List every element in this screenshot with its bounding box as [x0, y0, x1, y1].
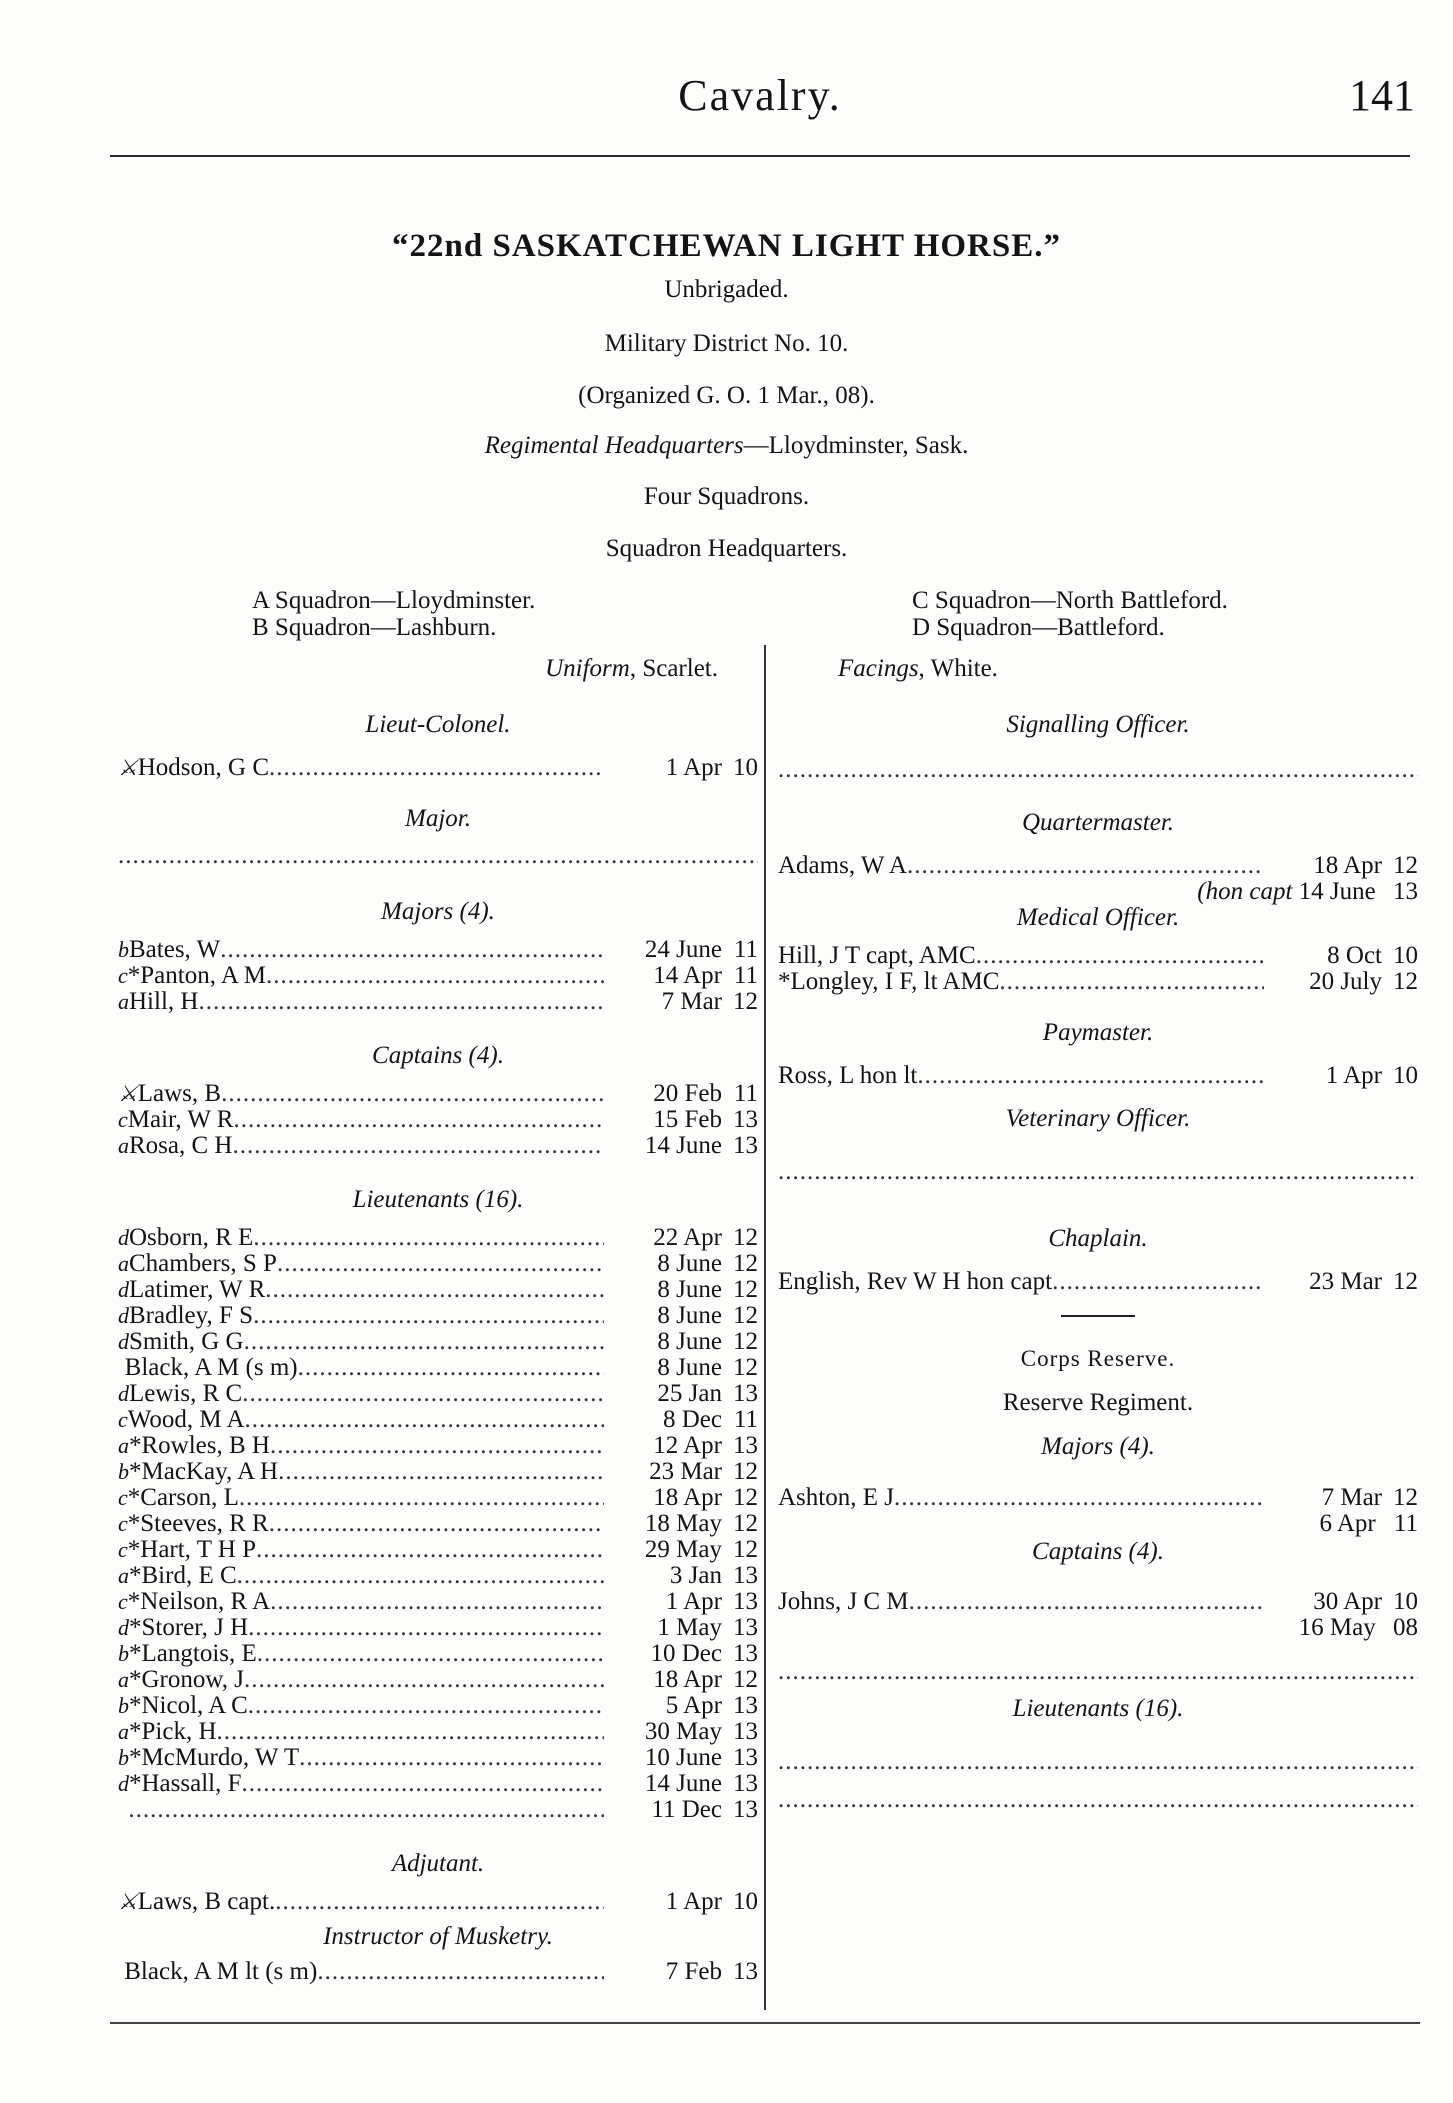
captains-list	[118, 1081, 758, 1159]
uniform-line	[118, 655, 758, 703]
officer-date: 1 Apr	[665, 754, 722, 781]
squadron-list-left	[252, 587, 535, 641]
facings-label: Facings	[838, 655, 919, 682]
officer-name: *Neilson, R A	[127, 1588, 271, 1615]
majors-list	[118, 937, 758, 1015]
rank-heading-reserve-lieutenants: Lieutenants (16).	[1012, 1695, 1184, 1722]
officer-date: 5 Apr	[665, 1692, 722, 1719]
seniority-mark: ⚔	[118, 1889, 138, 1914]
officer-year: 10	[1393, 942, 1418, 969]
officer-date: 12 Apr	[653, 1432, 722, 1459]
officer-name: *Steeves, R R	[127, 1510, 269, 1537]
officer-date: 1 Apr	[665, 1588, 722, 1615]
officer-entry	[118, 1081, 758, 1107]
officer-name: Adams, W A	[778, 852, 907, 879]
officer-name: *Carson, L	[127, 1484, 239, 1511]
officer-entry	[118, 1771, 758, 1797]
uniform-value: , Scarlet.	[629, 655, 718, 682]
sub-year: 08	[1393, 1614, 1418, 1641]
corps-reserve-heading: Corps Reserve.	[1020, 1346, 1176, 1371]
officer-name: *MacKay, A H	[129, 1458, 279, 1485]
squadron-d: D Squadron—Battleford.	[912, 614, 1165, 641]
officer-date: 20 Feb	[653, 1080, 722, 1107]
officer-sub-date	[778, 1511, 1418, 1537]
officer-name: *Longley, I F, lt AMC	[778, 968, 1000, 995]
officer-date: 1 Apr	[1325, 1062, 1382, 1089]
officer-year: 13	[733, 1770, 758, 1797]
vacant-line	[778, 1747, 1418, 1777]
brigade-line: Unbrigaded.	[664, 276, 789, 303]
rank-heading-captains: Captains (4).	[372, 1042, 504, 1069]
officer-date: 8 June	[657, 1302, 722, 1329]
rank-heading-medical: Medical Officer.	[1016, 904, 1180, 931]
officer-year: 11	[733, 936, 758, 963]
seniority-mark: c	[118, 1511, 128, 1536]
column-divider	[764, 645, 766, 2010]
seniority-mark: a	[118, 1433, 129, 1458]
officer-date: 20 July	[1309, 968, 1382, 995]
officer-date: 24 June	[644, 936, 722, 963]
officer-date: 30 May	[644, 1718, 722, 1745]
officer-date: 14 June	[644, 1132, 722, 1159]
officer-name: Ross, L hon lt	[778, 1062, 918, 1089]
officer-name: *Panton, A M	[127, 962, 266, 989]
officer-date: 11 Dec	[651, 1796, 722, 1823]
officer-name: Bates, W	[129, 936, 221, 963]
officer-year: 12	[733, 988, 758, 1015]
officer-year: 13	[733, 1432, 758, 1459]
seniority-mark: b	[118, 1745, 129, 1770]
officer-entry	[118, 1667, 758, 1693]
officer-date: 23 Mar	[1309, 1268, 1382, 1295]
officer-name: *Langtois, E	[129, 1640, 257, 1667]
officer-entry	[118, 1303, 758, 1329]
officer-entry	[118, 1959, 758, 1985]
officer-name: Wood, M A	[127, 1406, 245, 1433]
officer-year: 10	[1393, 1062, 1418, 1089]
right-column	[778, 655, 1418, 1815]
section-title: Cavalry.	[678, 71, 842, 120]
officer-entry	[118, 1329, 758, 1355]
seniority-mark: d	[118, 1771, 129, 1796]
officer-name: Laws, B capt.	[137, 1888, 276, 1915]
officer-entry	[118, 755, 758, 781]
crossed-swords-icon: ⚔	[118, 755, 138, 780]
officer-date: 18 Apr	[653, 1666, 722, 1693]
officer-entry	[778, 1589, 1418, 1615]
officer-date: 14 June	[644, 1770, 722, 1797]
section-divider	[1061, 1315, 1135, 1317]
hq-label: Regimental Headquarters	[484, 432, 744, 459]
officer-entry	[118, 1719, 758, 1745]
officer-year: 12	[1393, 1484, 1418, 1511]
organized-line: (Organized G. O. 1 Mar., 08).	[578, 382, 875, 409]
officer-year: 12	[733, 1328, 758, 1355]
officer-year: 13	[733, 1614, 758, 1641]
rank-heading-lieutenants: Lieutenants (16).	[352, 1186, 524, 1213]
officer-date: 25 Jan	[657, 1380, 722, 1407]
seniority-mark: d	[118, 1329, 129, 1354]
officer-date: 8 June	[657, 1354, 722, 1381]
rank-heading-signalling: Signalling Officer.	[1006, 711, 1190, 738]
medical-list	[778, 943, 1418, 995]
rank-heading-quartermaster: Quartermaster.	[1021, 809, 1175, 836]
officer-entry	[118, 1537, 758, 1563]
officer-date: 29 May	[644, 1536, 722, 1563]
officer-date: 3 Jan	[669, 1562, 722, 1589]
officer-name: *Hart, T H P	[127, 1536, 257, 1563]
page-number: 141	[1349, 71, 1415, 120]
officer-year: 13	[733, 1640, 758, 1667]
officer-name: Lewis, R C	[129, 1380, 243, 1407]
officer-name: Laws, B	[137, 1080, 222, 1107]
rank-heading-musketry: Instructor of Musketry.	[323, 1923, 553, 1950]
officer-entry	[118, 963, 758, 989]
officer-year: 12	[733, 1276, 758, 1303]
officer-entry	[118, 1381, 758, 1407]
officer-entry	[778, 1063, 1418, 1089]
rank-heading-chaplain: Chaplain.	[1048, 1225, 1148, 1252]
officer-year: 13	[733, 1958, 758, 1985]
officer-entry	[118, 937, 758, 963]
running-head	[0, 70, 1453, 130]
officer-name: Smith, G G	[129, 1328, 244, 1355]
officer-year: 10	[733, 1888, 758, 1915]
seniority-mark: a	[118, 1133, 129, 1158]
officer-name: *Gronow, J	[129, 1666, 245, 1693]
officer-entry	[778, 853, 1418, 879]
officer-date: 7 Feb	[665, 1958, 722, 1985]
squadron-hq-line: Squadron Headquarters.	[605, 535, 848, 562]
officer-entry	[118, 1889, 758, 1915]
headquarters-line	[0, 432, 1453, 460]
officer-year: 12	[733, 1302, 758, 1329]
quartermaster-list	[778, 853, 1418, 879]
officer-entry	[118, 1615, 758, 1641]
rank-heading-reserve-captains: Captains (4).	[1032, 1538, 1164, 1565]
officer-date: 10 June	[644, 1744, 722, 1771]
seniority-mark: b	[118, 937, 129, 962]
facings-line	[778, 655, 1418, 703]
district-line: Military District No. 10.	[604, 330, 849, 357]
officer-name: Black, A M (s m)	[124, 1354, 298, 1381]
sub-label: (hon capt	[1197, 878, 1293, 905]
officer-date: 15 Feb	[653, 1106, 722, 1133]
officer-entry	[118, 1225, 758, 1251]
sub-date: 16 May	[1298, 1614, 1376, 1641]
officer-year: 13	[733, 1744, 758, 1771]
officer-entry	[118, 1133, 758, 1159]
seniority-mark: b	[118, 1459, 129, 1484]
officer-date: 8 June	[657, 1276, 722, 1303]
squadron-c: C Squadron—North Battleford.	[912, 587, 1228, 614]
uniform-label: Uniform	[545, 655, 630, 682]
officer-name: *Nicol, A C	[129, 1692, 248, 1719]
officer-year: 13	[733, 1796, 758, 1823]
officer-name: Bradley, F S	[129, 1302, 254, 1329]
vacant-line	[778, 1657, 1418, 1687]
squadron-a: A Squadron—Lloydminster.	[252, 587, 536, 614]
seniority-mark: d	[118, 1381, 129, 1406]
officer-date: 8 Dec	[663, 1406, 722, 1433]
reserve-majors-list	[778, 1485, 1418, 1511]
officer-name: *Pick, H	[129, 1718, 217, 1745]
officer-name: *Bird, E C	[129, 1562, 237, 1589]
sub-date: 14 June	[1298, 878, 1376, 905]
officer-entry	[118, 1797, 758, 1823]
officer-year: 13	[733, 1106, 758, 1133]
rank-heading-veterinary: Veterinary Officer.	[1005, 1105, 1191, 1132]
officer-name: Ashton, E J	[778, 1484, 894, 1511]
paymaster-list	[778, 1063, 1418, 1089]
officer-entry	[118, 1745, 758, 1771]
officer-name: *Hassall, F	[129, 1770, 242, 1797]
seniority-mark: c	[118, 1407, 128, 1432]
officer-date: 1 May	[657, 1614, 722, 1641]
rank-heading-adjutant: Adjutant.	[391, 1850, 485, 1877]
officer-entry	[118, 1107, 758, 1133]
seniority-mark: b	[118, 1641, 129, 1666]
officer-entry	[778, 1485, 1418, 1511]
officer-entry	[118, 989, 758, 1015]
officer-name: Osborn, R E	[129, 1224, 254, 1251]
officer-year: 12	[733, 1536, 758, 1563]
seniority-mark: c	[118, 1107, 128, 1132]
seniority-mark: a	[118, 1563, 129, 1588]
officer-date: 18 Apr	[653, 1484, 722, 1511]
seniority-mark: d	[118, 1303, 129, 1328]
officer-year: 13	[733, 1718, 758, 1745]
squadrons-line: Four Squadrons.	[643, 483, 810, 510]
officer-date: 18 Apr	[1313, 852, 1382, 879]
officer-name: Hill, H	[129, 988, 199, 1015]
officer-entry	[778, 1269, 1418, 1295]
seniority-mark: b	[118, 1693, 129, 1718]
sub-year: 13	[1393, 878, 1418, 905]
officer-year: 12	[733, 1224, 758, 1251]
officer-year: 13	[733, 1692, 758, 1719]
seniority-mark: a	[118, 989, 129, 1014]
officer-entry	[118, 1641, 758, 1667]
hq-value: —Lloydminster, Sask.	[743, 432, 969, 459]
officer-name: *Rowles, B H	[129, 1432, 270, 1459]
seniority-mark: d	[118, 1615, 129, 1640]
officer-name: Hill, J T capt, AMC	[778, 942, 976, 969]
lieutenants-list	[118, 1225, 758, 1823]
officer-name: *McMurdo, W T	[129, 1744, 300, 1771]
officer-name: Johns, J C M	[778, 1588, 909, 1615]
chaplain-list	[778, 1269, 1418, 1295]
rank-heading-paymaster: Paymaster.	[1042, 1019, 1154, 1046]
officer-year: 13	[733, 1588, 758, 1615]
officer-year: 10	[1393, 1588, 1418, 1615]
officer-date: 22 Apr	[653, 1224, 722, 1251]
officer-year: 13	[733, 1380, 758, 1407]
officer-year: 13	[733, 1132, 758, 1159]
reserve-captains-list	[778, 1589, 1418, 1615]
officer-name: Rosa, C H	[129, 1132, 233, 1159]
rank-heading-reserve-majors: Majors (4).	[1041, 1433, 1155, 1460]
rank-heading-majors: Majors (4).	[381, 898, 495, 925]
officer-year: 12	[1393, 1268, 1418, 1295]
officer-year: 12	[733, 1484, 758, 1511]
officer-name: Black, A M lt (s m)	[124, 1958, 318, 1985]
squadron-b: B Squadron—Lashburn.	[252, 614, 497, 641]
officer-date: 8 June	[657, 1328, 722, 1355]
squadron-list-right	[912, 587, 1228, 641]
officer-entry	[118, 1589, 758, 1615]
officer-name: *Storer, J H	[129, 1614, 249, 1641]
officer-name: English, Rev W H hon capt	[778, 1268, 1053, 1295]
officer-entry	[118, 1459, 758, 1485]
seniority-mark: c	[118, 1485, 128, 1510]
officer-date: 23 Mar	[649, 1458, 722, 1485]
rank-heading-lieut-colonel: Lieut-Colonel.	[365, 711, 511, 738]
officer-date: 14 Apr	[653, 962, 722, 989]
officer-entry	[118, 1433, 758, 1459]
officer-entry	[118, 1277, 758, 1303]
officer-year: 11	[733, 962, 758, 989]
seniority-mark: a	[118, 1667, 129, 1692]
rank-heading-major: Major.	[405, 805, 471, 832]
seniority-mark: d	[118, 1225, 129, 1250]
officer-date: 1 Apr	[665, 1888, 722, 1915]
officer-name: Mair, W R	[127, 1106, 234, 1133]
sub-date: 6 Apr	[1319, 1510, 1376, 1537]
seniority-mark: a	[118, 1251, 129, 1276]
officer-date: 10 Dec	[650, 1640, 722, 1667]
officer-entry	[118, 1485, 758, 1511]
officer-date: 7 Mar	[1321, 1484, 1382, 1511]
officer-entry	[118, 1563, 758, 1589]
officer-year: 11	[733, 1406, 758, 1433]
officer-entry	[118, 1251, 758, 1277]
seniority-mark: c	[118, 963, 128, 988]
officer-sub-date	[778, 1615, 1418, 1641]
vacant-line	[118, 841, 758, 871]
seniority-mark: c	[118, 1537, 128, 1562]
officer-date: 7 Mar	[661, 988, 722, 1015]
officer-name: Chambers, S P	[129, 1250, 277, 1277]
left-column	[118, 655, 758, 1985]
officer-year: 13	[733, 1562, 758, 1589]
seniority-mark: c	[118, 1589, 128, 1614]
officer-sub-date	[778, 879, 1418, 905]
officer-entry	[118, 1355, 758, 1381]
facings-value: , White.	[918, 655, 998, 682]
officer-entry	[118, 1407, 758, 1433]
musketry-list	[118, 1959, 758, 1985]
officer-year: 12	[733, 1458, 758, 1485]
officer-entry	[118, 1693, 758, 1719]
officer-name: Hodson, G C	[137, 754, 269, 781]
officer-year: 12	[733, 1510, 758, 1537]
seniority-mark: ⚔	[118, 1081, 138, 1106]
officer-year: 12	[733, 1250, 758, 1277]
officer-entry	[778, 969, 1418, 995]
vacant-line	[778, 755, 1418, 785]
header-rule	[110, 155, 1410, 157]
sub-year: 11	[1393, 1510, 1418, 1537]
officer-year: 12	[733, 1354, 758, 1381]
officer-date: 8 June	[657, 1250, 722, 1277]
officer-entry	[778, 943, 1418, 969]
seniority-mark: d	[118, 1277, 129, 1302]
officer-year: 11	[733, 1080, 758, 1107]
adjutant-list	[118, 1889, 758, 1915]
reserve-regiment-heading: Reserve Regiment.	[1002, 1389, 1194, 1416]
officer-name: Latimer, W R	[129, 1276, 266, 1303]
vacant-line	[778, 1785, 1418, 1815]
seniority-mark: a	[118, 1719, 129, 1744]
officer-year: 10	[733, 754, 758, 781]
officer-year: 12	[733, 1666, 758, 1693]
officer-date: 30 Apr	[1313, 1588, 1382, 1615]
officer-date: 18 May	[644, 1510, 722, 1537]
vacant-line	[778, 1157, 1418, 1187]
officer-entry	[118, 1511, 758, 1537]
officer-date: 8 Oct	[1327, 942, 1382, 969]
officer-year: 12	[1393, 852, 1418, 879]
regiment-name: “22nd SASKATCHEWAN LIGHT HORSE.”	[392, 228, 1061, 264]
footer-rule	[110, 2022, 1420, 2024]
officer-year: 12	[1393, 968, 1418, 995]
